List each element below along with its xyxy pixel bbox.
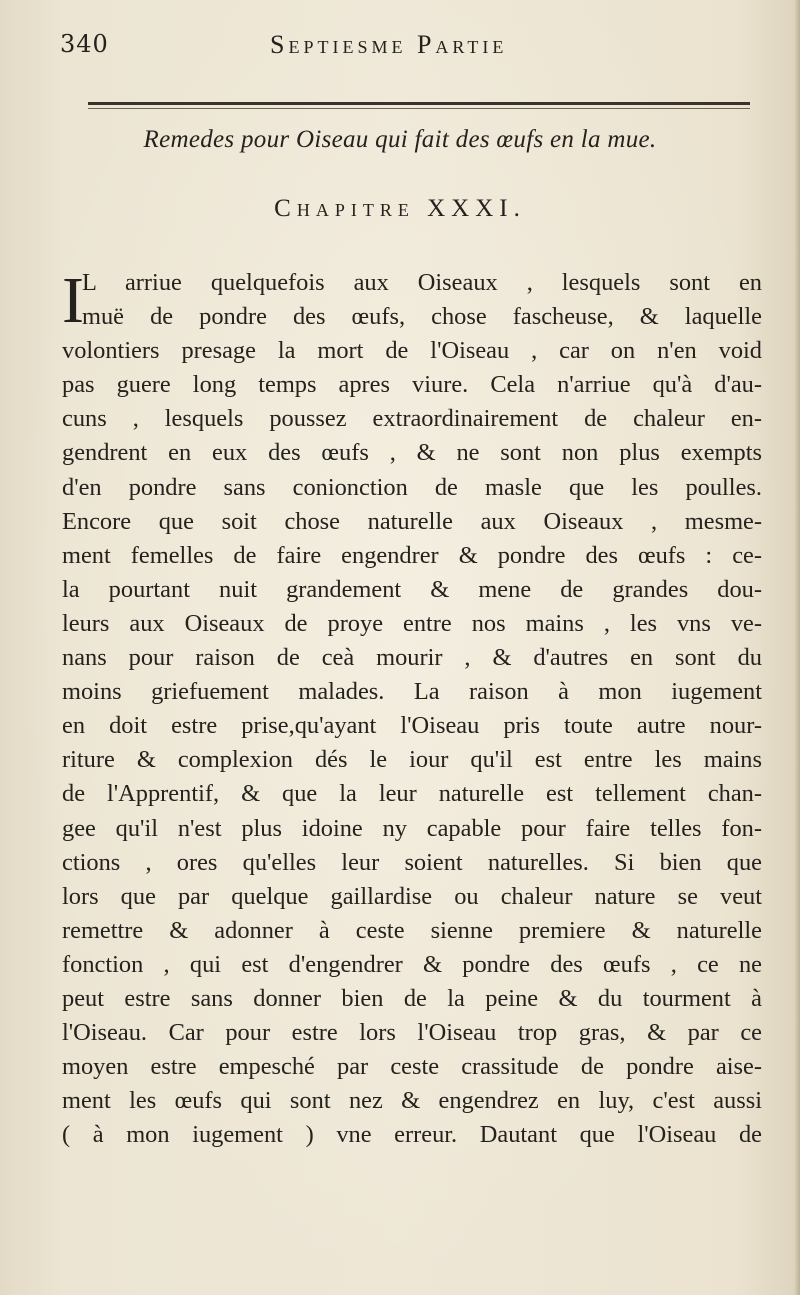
text-line: remettre & adonner à ceste sienne premiere & naturelle	[62, 916, 762, 944]
text-line: ctions , ores qu'elles leur soient naturelles. Si bien que	[62, 848, 762, 876]
text-line: nans pour raison de ceà mourir , & d'autres en sont du	[62, 644, 762, 672]
section-title: Remedes pour Oiseau qui fait des œufs en la mue.	[143, 126, 657, 153]
text-line: la pourtant nuit grandement & mene de grandes dou-	[62, 575, 762, 603]
text-line: d'en pondre sans conionction de masle que les poulles.	[62, 473, 762, 501]
text-line: ment femelles de faire engendrer & pondre des œufs : ce-	[62, 541, 762, 569]
text-line: Encore que soit chose naturelle aux Oiseaux , mesme-	[62, 507, 762, 535]
text-line: gee qu'il n'est plus idoine ny capable pour faire telles fon-	[62, 814, 762, 842]
text-line: l'Oiseau. Car pour estre lors l'Oiseau trop gras, & par ce	[62, 1019, 762, 1047]
text-line: cuns , lesquels poussez extraordinairement de chaleur en-	[62, 405, 762, 433]
text-line: ment les œufs qui sont nez & engendrez en luy, c'est aussi	[62, 1087, 762, 1115]
text-line: riture & complexion dés le iour qu'il est entre les mains	[62, 746, 762, 774]
text-line: en doit estre prise,qu'ayant l'Oiseau pris toute autre nour-	[62, 712, 762, 740]
header-rule-thin	[88, 108, 750, 109]
text-line: ( à mon iugement ) vne erreur. Dautant que l'Oiseau de	[62, 1121, 762, 1149]
text-line: lors que par quelque gaillardise ou chaleur nature se veut	[62, 882, 762, 910]
drop-cap: I	[62, 264, 84, 337]
text-line: L arriue quelquefois aux Oiseaux , lesquels sont en	[82, 269, 762, 296]
text-line: moins griefuement malades. La raison à mon iugement	[62, 678, 762, 706]
page-number: 340	[60, 30, 109, 58]
running-head: Septiesme Partie	[270, 30, 508, 59]
text-line: peut estre sans donner bien de la peine & du tourment à	[62, 984, 762, 1012]
text-line: moyen estre empesché par ceste crassitude de pondre aise-	[62, 1053, 762, 1081]
page-header	[60, 30, 750, 70]
text-line: leurs aux Oiseaux de proye entre nos mains , les vns ve-	[62, 609, 762, 637]
text-line: de l'Apprentif, & que la leur naturelle est tellement chan-	[62, 780, 762, 808]
text-line: volontiers presage la mort de l'Oiseau , car on n'en void	[62, 337, 762, 365]
chapter-title: Chapitre XXXI.	[274, 195, 526, 222]
text-line: fonction , qui est d'engendrer & pondre des œufs , ce ne	[62, 950, 762, 978]
header-rule	[88, 102, 750, 105]
body-text	[62, 266, 762, 1152]
text-line: muë de pondre des œufs, chose fascheuse, & laquelle	[82, 303, 762, 331]
text-line: gendrent en eux des œufs , & ne sont non plus exempts	[62, 439, 762, 467]
text-line: pas guere long temps apres viure. Cela n'arriue qu'à d'au-	[62, 371, 762, 399]
